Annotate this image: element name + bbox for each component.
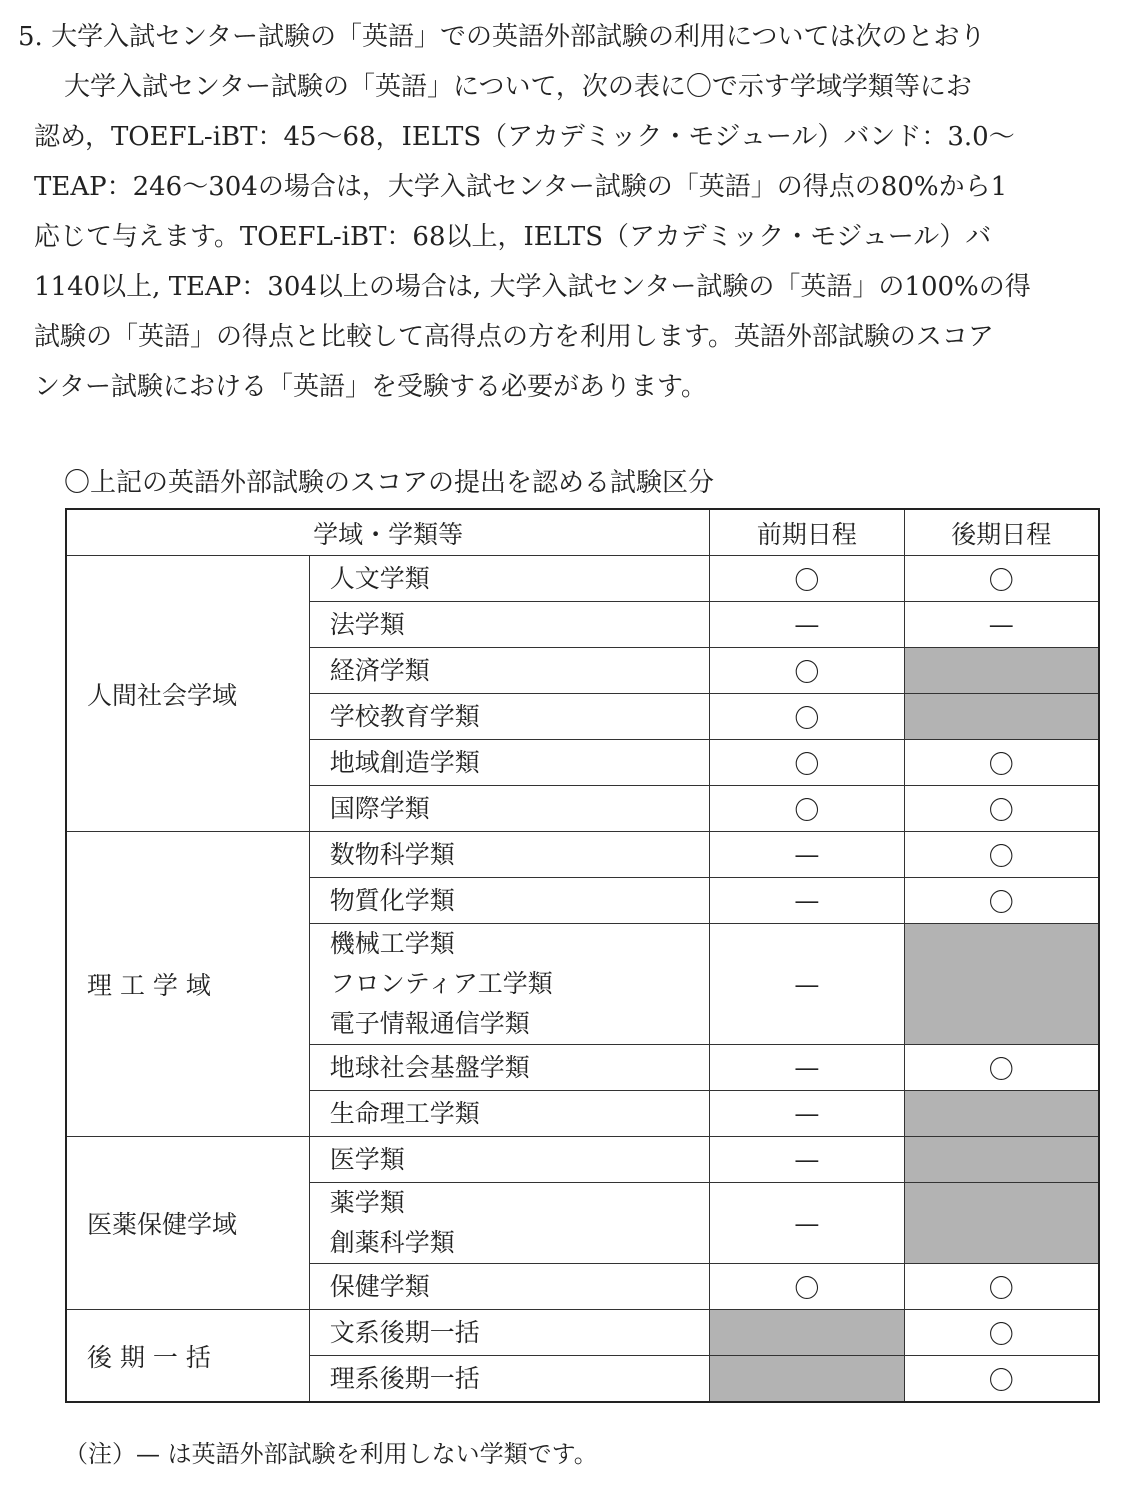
back-mark: 〇 xyxy=(904,878,1099,924)
department-name: 地球社会基盤学類 xyxy=(329,1052,530,1082)
header-department: 学域・学類等 xyxy=(66,509,710,556)
department-name: フロンティア工学類 xyxy=(329,969,553,998)
back-cell-na xyxy=(904,648,1099,694)
department-cell xyxy=(309,694,709,740)
header-back: 後期日程 xyxy=(904,509,1099,556)
department-name: 文系後期一括 xyxy=(329,1317,480,1347)
department-name: 理系後期一括 xyxy=(329,1363,480,1393)
group-name: 後 期 一 括 xyxy=(66,1310,309,1403)
back-mark: 〇 xyxy=(904,786,1099,832)
front-mark: 〇 xyxy=(710,694,904,740)
department-name: 法学類 xyxy=(329,609,405,639)
department-cell xyxy=(309,740,709,786)
department-name: 生命理工学類 xyxy=(329,1098,480,1128)
department-cell xyxy=(309,1045,709,1091)
paragraph-line: 応じて与えます。TOEFL-iBT：68以上，IELTS（アカデミック・モジュール）バ xyxy=(34,222,992,252)
front-cell-na xyxy=(710,1356,904,1403)
department-name: 電子情報通信学類 xyxy=(329,1009,530,1038)
department-name: 学校教育学類 xyxy=(329,701,480,731)
front-mark: — xyxy=(710,1091,904,1137)
department-cell xyxy=(309,878,709,924)
department-name: 創薬科学類 xyxy=(329,1228,455,1257)
back-mark: 〇 xyxy=(904,740,1099,786)
header-front: 前期日程 xyxy=(710,509,904,556)
back-cell-na xyxy=(904,1091,1099,1137)
paragraph-line: 1140以上, TEAP：304以上の場合は, 大学入試センター試験の「英語」の100%の得 xyxy=(34,272,1031,302)
back-mark: 〇 xyxy=(904,1045,1099,1091)
department-cell xyxy=(309,786,709,832)
front-mark: — xyxy=(710,878,904,924)
paragraph-line: 認め，TOEFL-iBT：45〜68，IELTS（アカデミック・モジュール）バンド：3.0〜 xyxy=(34,122,1015,152)
department-cell xyxy=(309,1183,709,1264)
front-mark: — xyxy=(710,602,904,648)
department-name: 機械工学類 xyxy=(329,929,455,958)
paragraph-line: ンター試験における「英語」を受験する必要があります。 xyxy=(34,372,707,402)
department-cell xyxy=(309,556,709,602)
table-row xyxy=(66,1137,1099,1183)
paragraph-line: TEAP：246〜304の場合は，大学入試センター試験の「英語」の得点の80%から1 xyxy=(34,172,1008,202)
front-cell-na xyxy=(710,1310,904,1356)
department-name: 地域創造学類 xyxy=(329,747,480,777)
paragraph-line: 大学入試センター試験の「英語」について，次の表に〇で示す学域学類等にお xyxy=(64,72,972,102)
paragraph-line: 5. 大学入試センター試験の「英語」での英語外部試験の利用については次のとおり xyxy=(18,22,986,52)
back-cell-na xyxy=(904,924,1099,1045)
department-cell xyxy=(309,832,709,878)
front-mark: 〇 xyxy=(710,786,904,832)
front-mark: — xyxy=(710,1137,904,1183)
department-name: 数物科学類 xyxy=(329,839,455,869)
department-name: 経済学類 xyxy=(329,655,430,685)
back-cell-na xyxy=(904,1183,1099,1264)
front-mark: 〇 xyxy=(710,1264,904,1310)
department-name: 薬学類 xyxy=(329,1188,405,1217)
department-cell xyxy=(309,648,709,694)
front-mark: — xyxy=(710,1183,904,1264)
back-mark: 〇 xyxy=(904,832,1099,878)
back-mark: 〇 xyxy=(904,1264,1099,1310)
department-cell xyxy=(309,924,709,1045)
table-header-row xyxy=(66,509,1099,556)
department-cell xyxy=(309,1310,709,1356)
paragraph-line: 試験の「英語」の得点と比較して高得点の方を利用します。英語外部試験のスコア xyxy=(34,322,994,352)
table-row xyxy=(66,556,1099,602)
back-mark: 〇 xyxy=(904,556,1099,602)
department-name: 人文学類 xyxy=(329,563,430,593)
front-mark: 〇 xyxy=(710,740,904,786)
department-cell xyxy=(309,1264,709,1310)
back-mark: 〇 xyxy=(904,1310,1099,1356)
department-name: 保健学類 xyxy=(329,1271,430,1301)
department-cell xyxy=(309,1137,709,1183)
table-row xyxy=(66,832,1099,878)
group-name: 医薬保健学域 xyxy=(66,1137,309,1310)
group-name: 人間社会学域 xyxy=(66,556,309,832)
front-mark: 〇 xyxy=(710,648,904,694)
front-mark: 〇 xyxy=(710,556,904,602)
group-name: 理 工 学 域 xyxy=(66,832,309,1137)
back-cell-na xyxy=(904,694,1099,740)
department-cell xyxy=(309,602,709,648)
back-mark: 〇 xyxy=(904,1356,1099,1403)
back-cell-na xyxy=(904,1137,1099,1183)
back-mark: — xyxy=(904,602,1099,648)
department-name: 国際学類 xyxy=(329,793,430,823)
front-mark: — xyxy=(710,924,904,1045)
exam-table xyxy=(65,508,1100,1403)
table-caption: 〇上記の英語外部試験のスコアの提出を認める試験区分 xyxy=(64,468,715,498)
paragraph xyxy=(0,12,1125,412)
department-cell xyxy=(309,1091,709,1137)
department-name: 医学類 xyxy=(329,1144,405,1174)
table-note: （注）— は英語外部試験を利用しない学類です。 xyxy=(64,1440,598,1468)
table-row xyxy=(66,1310,1099,1356)
department-cell xyxy=(309,1356,709,1403)
front-mark: — xyxy=(710,1045,904,1091)
department-name: 物質化学類 xyxy=(329,885,455,915)
front-mark: — xyxy=(710,832,904,878)
